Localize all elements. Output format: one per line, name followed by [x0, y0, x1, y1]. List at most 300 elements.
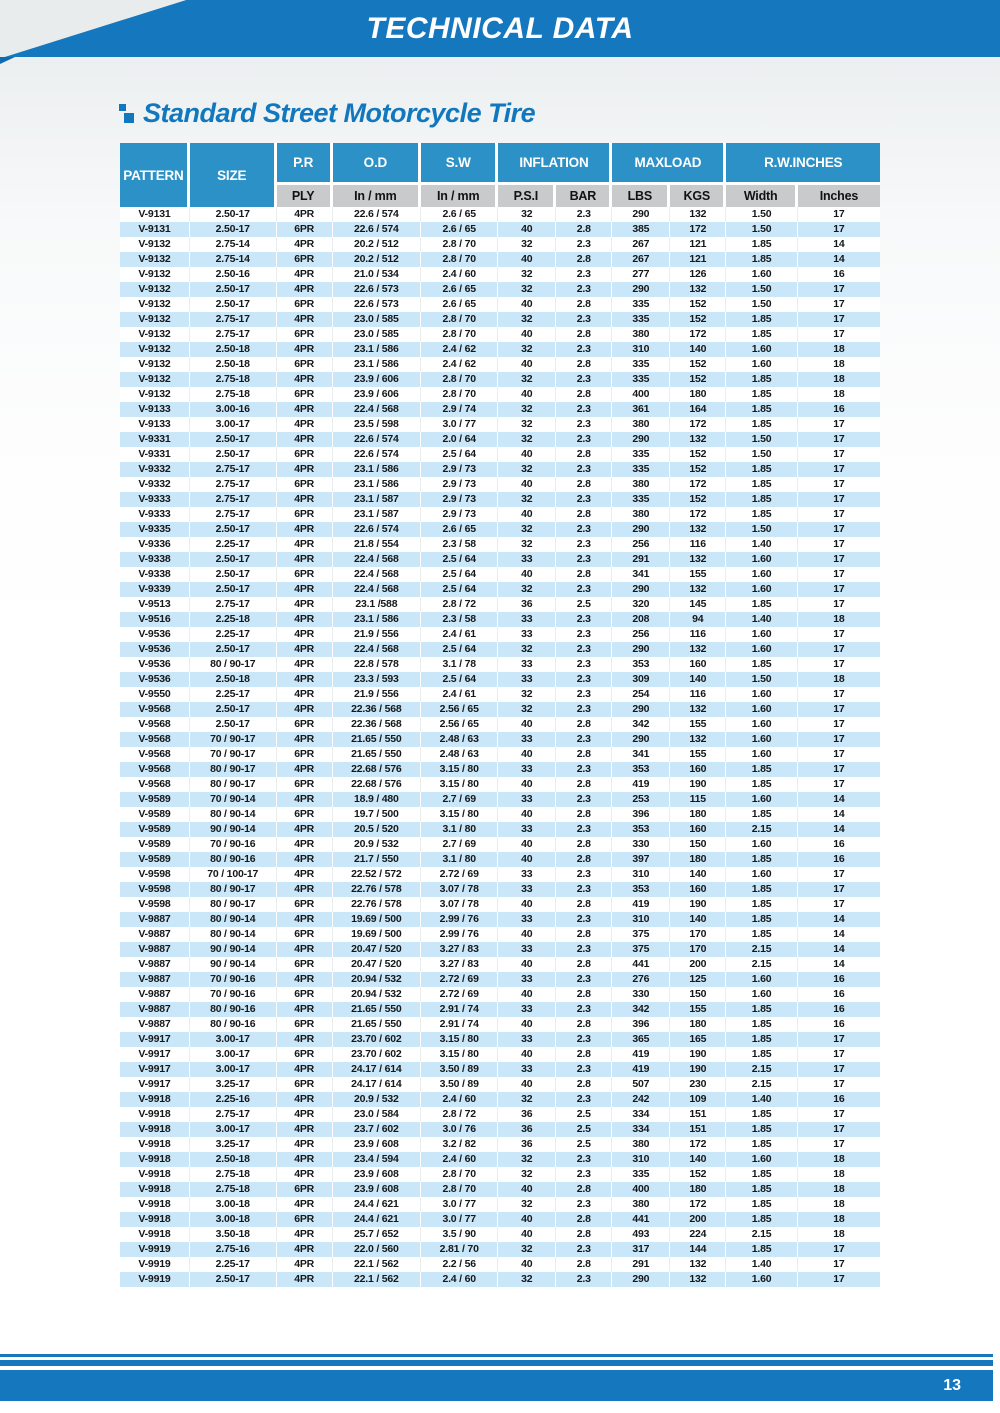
table-cell: 2.2 / 56 — [421, 1257, 499, 1272]
table-cell: 4PR — [277, 372, 333, 387]
table-cell: 22.6 / 573 — [333, 297, 421, 312]
table-cell: 2.75-18 — [190, 1182, 277, 1197]
table-cell: 16 — [833, 973, 845, 985]
table-cell: 22.4 / 568 — [333, 642, 421, 657]
table-cell: 2.50-18 — [190, 342, 277, 357]
table-cell: 4PR — [277, 552, 333, 567]
table-cell: 40 — [498, 1182, 556, 1197]
table-cell: 2.50-17 — [190, 567, 277, 582]
table-cell: 1.60 — [726, 717, 797, 732]
table-cell: 33 — [498, 882, 556, 897]
table-cell: 375 — [612, 942, 670, 957]
table-cell: V-9568 — [120, 717, 190, 732]
table-row — [120, 207, 880, 222]
table-cell: 172 — [670, 327, 726, 342]
table-cell: 4PR — [277, 687, 333, 702]
table-cell: 1.85 — [726, 852, 797, 867]
table-cell: 22.76 / 578 — [333, 882, 421, 897]
table-cell: 4PR — [277, 267, 333, 282]
table-cell: 6PR — [277, 567, 333, 582]
table-row — [120, 732, 880, 747]
subheader-ply: PLY — [277, 185, 333, 207]
table-cell: 2.25-16 — [190, 1092, 277, 1107]
table-cell: 190 — [670, 1062, 726, 1077]
table-cell: V-9887 — [120, 1002, 190, 1017]
table-cell: 441 — [612, 957, 670, 972]
table-cell: 1.85 — [726, 807, 797, 822]
table-cell: V-9887 — [120, 972, 190, 987]
table-cell: 2.91 / 74 — [421, 1017, 499, 1032]
table-cell: V-9598 — [120, 867, 190, 882]
table-cell: V-9917 — [120, 1062, 190, 1077]
table-cell: 23.7 / 602 — [333, 1122, 421, 1137]
table-cell: 290 — [612, 432, 670, 447]
table-cell: 3.2 / 82 — [421, 1137, 499, 1152]
table-cell: 170 — [670, 927, 726, 942]
table-cell: 17 — [833, 598, 845, 610]
table-cell: V-9332 — [120, 477, 190, 492]
table-cell: 23.3 / 593 — [333, 672, 421, 687]
table-cell: 2.4 / 60 — [421, 1272, 499, 1287]
table-cell: 2.8 / 70 — [421, 312, 499, 327]
table-row — [120, 537, 880, 552]
table-cell: 2.8 — [556, 987, 612, 1002]
subheader-bar: BAR — [556, 185, 612, 207]
table-cell: 1.60 — [726, 837, 797, 852]
table-cell: 180 — [670, 1182, 726, 1197]
table-cell: 1.85 — [726, 1167, 797, 1182]
table-cell: 20.9 / 532 — [333, 1092, 421, 1107]
table-cell: 21.8 / 554 — [333, 537, 421, 552]
table-cell: 17 — [833, 1033, 845, 1045]
table-cell: 23.0 / 585 — [333, 312, 421, 327]
table-cell: 6PR — [277, 1212, 333, 1227]
table-cell: 380 — [612, 417, 670, 432]
table-cell: 2.3 — [556, 1272, 612, 1287]
table-cell: V-9133 — [120, 417, 190, 432]
table-cell: 3.0 / 77 — [421, 417, 499, 432]
table-cell: 6PR — [277, 1077, 333, 1092]
table-cell: V-9536 — [120, 657, 190, 672]
table-cell: 2.75-16 — [190, 1242, 277, 1257]
table-cell: 33 — [498, 657, 556, 672]
table-row — [120, 1272, 880, 1287]
table-cell: 6PR — [277, 1017, 333, 1032]
table-cell: 200 — [670, 1212, 726, 1227]
table-cell: 151 — [670, 1107, 726, 1122]
table-row — [120, 327, 880, 342]
table-cell: 2.50-17 — [190, 1272, 277, 1287]
table-cell: 23.9 / 606 — [333, 372, 421, 387]
table-cell: 17 — [833, 718, 845, 730]
table-cell: 22.52 / 572 — [333, 867, 421, 882]
table-cell: 21.9 / 556 — [333, 687, 421, 702]
table-cell: 1.85 — [726, 882, 797, 897]
table-cell: 152 — [670, 297, 726, 312]
table-cell: 40 — [498, 1047, 556, 1062]
top-banner — [0, 0, 1000, 57]
table-cell: V-9589 — [120, 822, 190, 837]
table-cell: V-9339 — [120, 582, 190, 597]
table-cell: 1.60 — [726, 627, 797, 642]
table-cell: 17 — [833, 778, 845, 790]
table-cell: 2.75-17 — [190, 1107, 277, 1122]
table-cell: 4PR — [277, 1092, 333, 1107]
table-cell: 4PR — [277, 1122, 333, 1137]
table-cell: 2.50-17 — [190, 642, 277, 657]
table-cell: 17 — [833, 1048, 845, 1060]
table-cell: 40 — [498, 1257, 556, 1272]
table-cell: 2.8 — [556, 897, 612, 912]
table-cell: 4PR — [277, 762, 333, 777]
table-cell: 4PR — [277, 1032, 333, 1047]
table-row — [120, 1107, 880, 1122]
table-cell: 22.1 / 562 — [333, 1257, 421, 1272]
table-cell: 3.00-17 — [190, 1032, 277, 1047]
table-cell: 419 — [612, 1047, 670, 1062]
table-row — [120, 642, 880, 657]
table-cell: 40 — [498, 1212, 556, 1227]
table-cell: 6PR — [277, 252, 333, 267]
table-row — [120, 972, 880, 987]
table-cell: 4PR — [277, 597, 333, 612]
table-cell: 2.8 — [556, 837, 612, 852]
table-cell: V-9333 — [120, 492, 190, 507]
table-cell: 1.85 — [726, 507, 797, 522]
table-cell: V-9887 — [120, 987, 190, 1002]
table-cell: 17 — [833, 298, 845, 310]
table-cell: 1.60 — [726, 642, 797, 657]
table-cell: 1.60 — [726, 267, 797, 282]
table-cell: 172 — [670, 1197, 726, 1212]
table-cell: V-9918 — [120, 1197, 190, 1212]
table-cell: 160 — [670, 822, 726, 837]
table-cell: 2.3 — [556, 687, 612, 702]
table-cell: 2.3 — [556, 1062, 612, 1077]
table-cell: 132 — [670, 207, 726, 222]
table-row — [120, 237, 880, 252]
table-cell: 2.8 — [556, 807, 612, 822]
table-cell: V-9919 — [120, 1272, 190, 1287]
table-cell: 20.2 / 512 — [333, 237, 421, 252]
table-cell: 4PR — [277, 837, 333, 852]
table-cell: V-9887 — [120, 927, 190, 942]
table-cell: 40 — [498, 717, 556, 732]
table-cell: 25.7 / 652 — [333, 1227, 421, 1242]
table-cell: 33 — [498, 732, 556, 747]
table-cell: 18 — [833, 1213, 845, 1225]
table-cell: V-9335 — [120, 522, 190, 537]
table-row — [120, 837, 880, 852]
table-cell: 23.70 / 602 — [333, 1047, 421, 1062]
table-cell: 4PR — [277, 432, 333, 447]
table-cell: 116 — [670, 537, 726, 552]
table-cell: V-9338 — [120, 552, 190, 567]
table-row — [120, 882, 880, 897]
table-cell: V-9132 — [120, 312, 190, 327]
table-cell: 1.60 — [726, 732, 797, 747]
table-cell: 4PR — [277, 1137, 333, 1152]
table-cell: 1.85 — [726, 1197, 797, 1212]
table-cell: 353 — [612, 657, 670, 672]
table-cell: 4PR — [277, 1197, 333, 1212]
table-cell: 17 — [833, 868, 845, 880]
table-row — [120, 357, 880, 372]
table-cell: 80 / 90-17 — [190, 897, 277, 912]
table-cell: 2.8 — [556, 222, 612, 237]
table-cell: 3.0 / 77 — [421, 1212, 499, 1227]
table-row — [120, 387, 880, 402]
table-cell: 2.50-16 — [190, 267, 277, 282]
table-cell: 14 — [833, 808, 845, 820]
table-cell: 24.4 / 621 — [333, 1212, 421, 1227]
table-cell: 190 — [670, 777, 726, 792]
table-cell: 1.40 — [726, 1257, 797, 1272]
table-cell: 80 / 90-14 — [190, 807, 277, 822]
table-cell: 2.7 / 69 — [421, 792, 499, 807]
table-cell: 2.48 / 63 — [421, 732, 499, 747]
section-title-text: Standard Street Motorcycle Tire — [143, 98, 536, 128]
table-cell: 4PR — [277, 417, 333, 432]
table-cell: 2.3 — [556, 822, 612, 837]
table-cell: V-9589 — [120, 852, 190, 867]
table-cell: 365 — [612, 1032, 670, 1047]
table-cell: 335 — [612, 492, 670, 507]
table-cell: 2.3 — [556, 402, 612, 417]
table-cell: 172 — [670, 222, 726, 237]
table-cell: 80 / 90-17 — [190, 777, 277, 792]
table-cell: 2.72 / 69 — [421, 987, 499, 1002]
table-cell: 1.85 — [726, 327, 797, 342]
table-cell: 4PR — [277, 1272, 333, 1287]
table-cell: 1.85 — [726, 927, 797, 942]
table-cell: 70 / 90-14 — [190, 792, 277, 807]
table-cell: 20.5 / 520 — [333, 822, 421, 837]
table-cell: 20.94 / 532 — [333, 987, 421, 1002]
table-cell: 17 — [833, 703, 845, 715]
table-cell: 17 — [833, 328, 845, 340]
table-cell: 40 — [498, 837, 556, 852]
table-cell: 320 — [612, 597, 670, 612]
table-cell: 493 — [612, 1227, 670, 1242]
table-cell: 6PR — [277, 987, 333, 1002]
table-cell: 2.15 — [726, 822, 797, 837]
table-cell: V-9918 — [120, 1107, 190, 1122]
table-row — [120, 1212, 880, 1227]
table-cell: 6PR — [277, 1182, 333, 1197]
table-cell: 32 — [498, 1272, 556, 1287]
table-cell: 290 — [612, 702, 670, 717]
table-cell: 70 / 100-17 — [190, 867, 277, 882]
table-cell: 17 — [833, 223, 845, 235]
table-cell: 2.75-14 — [190, 252, 277, 267]
table-cell: V-9331 — [120, 432, 190, 447]
table-cell: 2.15 — [726, 1062, 797, 1077]
table-cell: 80 / 90-17 — [190, 882, 277, 897]
table-cell: 2.50-18 — [190, 672, 277, 687]
table-cell: 3.00-18 — [190, 1197, 277, 1212]
table-cell: 23.0 / 584 — [333, 1107, 421, 1122]
table-cell: 2.99 / 76 — [421, 912, 499, 927]
table-cell: 17 — [833, 463, 845, 475]
table-cell: 2.15 — [726, 957, 797, 972]
table-cell: 1.85 — [726, 762, 797, 777]
table-cell: 335 — [612, 297, 670, 312]
table-cell: 2.50-17 — [190, 717, 277, 732]
table-cell: 380 — [612, 1137, 670, 1152]
table-cell: 2.3 — [556, 1092, 612, 1107]
table-row — [120, 672, 880, 687]
table-cell: 22.0 / 560 — [333, 1242, 421, 1257]
table-row — [120, 522, 880, 537]
table-cell: 230 — [670, 1077, 726, 1092]
table-row — [120, 627, 880, 642]
table-cell: 80 / 90-16 — [190, 852, 277, 867]
table-cell: 2.50-17 — [190, 207, 277, 222]
table-cell: 2.4 / 60 — [421, 267, 499, 282]
table-cell: 2.75-18 — [190, 387, 277, 402]
subheader-kgs: KGS — [670, 185, 726, 207]
table-cell: 2.9 / 73 — [421, 462, 499, 477]
table-row — [120, 477, 880, 492]
table-cell: 1.85 — [726, 1107, 797, 1122]
table-cell: 32 — [498, 1092, 556, 1107]
table-cell: 310 — [612, 867, 670, 882]
table-cell: 3.00-17 — [190, 1062, 277, 1077]
table-cell: 334 — [612, 1122, 670, 1137]
table-cell: 40 — [498, 1227, 556, 1242]
table-cell: 2.3 — [556, 1167, 612, 1182]
table-cell: 180 — [670, 387, 726, 402]
table-cell: 6PR — [277, 507, 333, 522]
table-cell: 3.50 / 89 — [421, 1077, 499, 1092]
table-cell: 155 — [670, 567, 726, 582]
table-cell: 2.75-17 — [190, 312, 277, 327]
table-cell: 90 / 90-14 — [190, 957, 277, 972]
table-cell: 2.3 — [556, 762, 612, 777]
table-cell: 4PR — [277, 642, 333, 657]
table-row — [120, 807, 880, 822]
table-row — [120, 432, 880, 447]
table-cell: 1.60 — [726, 357, 797, 372]
table-cell: 342 — [612, 1002, 670, 1017]
table-cell: 2.25-18 — [190, 612, 277, 627]
table-cell: 4PR — [277, 792, 333, 807]
table-cell: 2.75-17 — [190, 327, 277, 342]
table-cell: 3.50 / 89 — [421, 1062, 499, 1077]
table-cell: 6PR — [277, 222, 333, 237]
table-cell: 290 — [612, 642, 670, 657]
table-cell: V-9131 — [120, 222, 190, 237]
table-row — [120, 1122, 880, 1137]
table-cell: 2.3 — [556, 912, 612, 927]
table-cell: 2.3 — [556, 702, 612, 717]
table-cell: 6PR — [277, 957, 333, 972]
table-cell: 290 — [612, 732, 670, 747]
table-cell: 152 — [670, 447, 726, 462]
table-cell: 2.8 / 70 — [421, 372, 499, 387]
table-cell: 1.85 — [726, 597, 797, 612]
table-cell: 2.5 — [556, 1122, 612, 1137]
table-cell: 33 — [498, 1002, 556, 1017]
table-cell: V-9598 — [120, 897, 190, 912]
table-cell: 2.50-17 — [190, 222, 277, 237]
table-cell: 4PR — [277, 942, 333, 957]
table-cell: 2.6 / 65 — [421, 222, 499, 237]
table-cell: 2.50-17 — [190, 297, 277, 312]
table-row — [120, 717, 880, 732]
table-cell: 22.76 / 578 — [333, 897, 421, 912]
table-row — [120, 777, 880, 792]
table-cell: 140 — [670, 342, 726, 357]
table-cell: 116 — [670, 627, 726, 642]
table-cell: 70 / 90-16 — [190, 987, 277, 1002]
table-cell: 20.47 / 520 — [333, 942, 421, 957]
table-row — [120, 312, 880, 327]
table-cell: V-9917 — [120, 1032, 190, 1047]
table-cell: 180 — [670, 852, 726, 867]
table-cell: 17 — [833, 583, 845, 595]
table-cell: 4PR — [277, 1062, 333, 1077]
table-cell: 17 — [833, 1123, 845, 1135]
table-cell: 22.6 / 574 — [333, 447, 421, 462]
table-cell: 70 / 90-17 — [190, 732, 277, 747]
table-row — [120, 447, 880, 462]
table-cell: 32 — [498, 462, 556, 477]
table-cell: 17 — [833, 628, 845, 640]
table-cell: 2.50-17 — [190, 582, 277, 597]
table-cell: 14 — [833, 928, 845, 940]
table-cell: 40 — [498, 987, 556, 1002]
table-cell: 17 — [833, 1078, 845, 1090]
table-cell: V-9132 — [120, 372, 190, 387]
table-row — [120, 702, 880, 717]
table-cell: 2.8 — [556, 927, 612, 942]
table-cell: 397 — [612, 852, 670, 867]
table-cell: 2.8 / 70 — [421, 1182, 499, 1197]
footer-bar — [0, 1370, 993, 1401]
table-cell: 2.3 — [556, 522, 612, 537]
table-cell: 16 — [833, 838, 845, 850]
table-row — [120, 1167, 880, 1182]
table-cell: 6PR — [277, 297, 333, 312]
table-row — [120, 852, 880, 867]
table-cell: 1.60 — [726, 1272, 797, 1287]
table-cell: 290 — [612, 522, 670, 537]
table-cell: 267 — [612, 237, 670, 252]
table-cell: 22.8 / 578 — [333, 657, 421, 672]
table-cell: 32 — [498, 207, 556, 222]
table-cell: 18 — [833, 1168, 845, 1180]
table-cell: 419 — [612, 897, 670, 912]
table-cell: 18 — [833, 673, 845, 685]
table-cell: 3.00-17 — [190, 417, 277, 432]
table-cell: 310 — [612, 342, 670, 357]
table-cell: 4PR — [277, 702, 333, 717]
table-cell: 335 — [612, 462, 670, 477]
table-row — [120, 1047, 880, 1062]
table-cell: 140 — [670, 912, 726, 927]
table-cell: 22.4 / 568 — [333, 567, 421, 582]
table-cell: 6PR — [277, 897, 333, 912]
table-cell: 2.9 / 73 — [421, 507, 499, 522]
table-cell: 3.07 / 78 — [421, 882, 499, 897]
table-cell: 396 — [612, 1017, 670, 1032]
table-cell: 2.72 / 69 — [421, 972, 499, 987]
table-cell: 2.3 — [556, 972, 612, 987]
table-row — [120, 942, 880, 957]
table-cell: 4PR — [277, 312, 333, 327]
